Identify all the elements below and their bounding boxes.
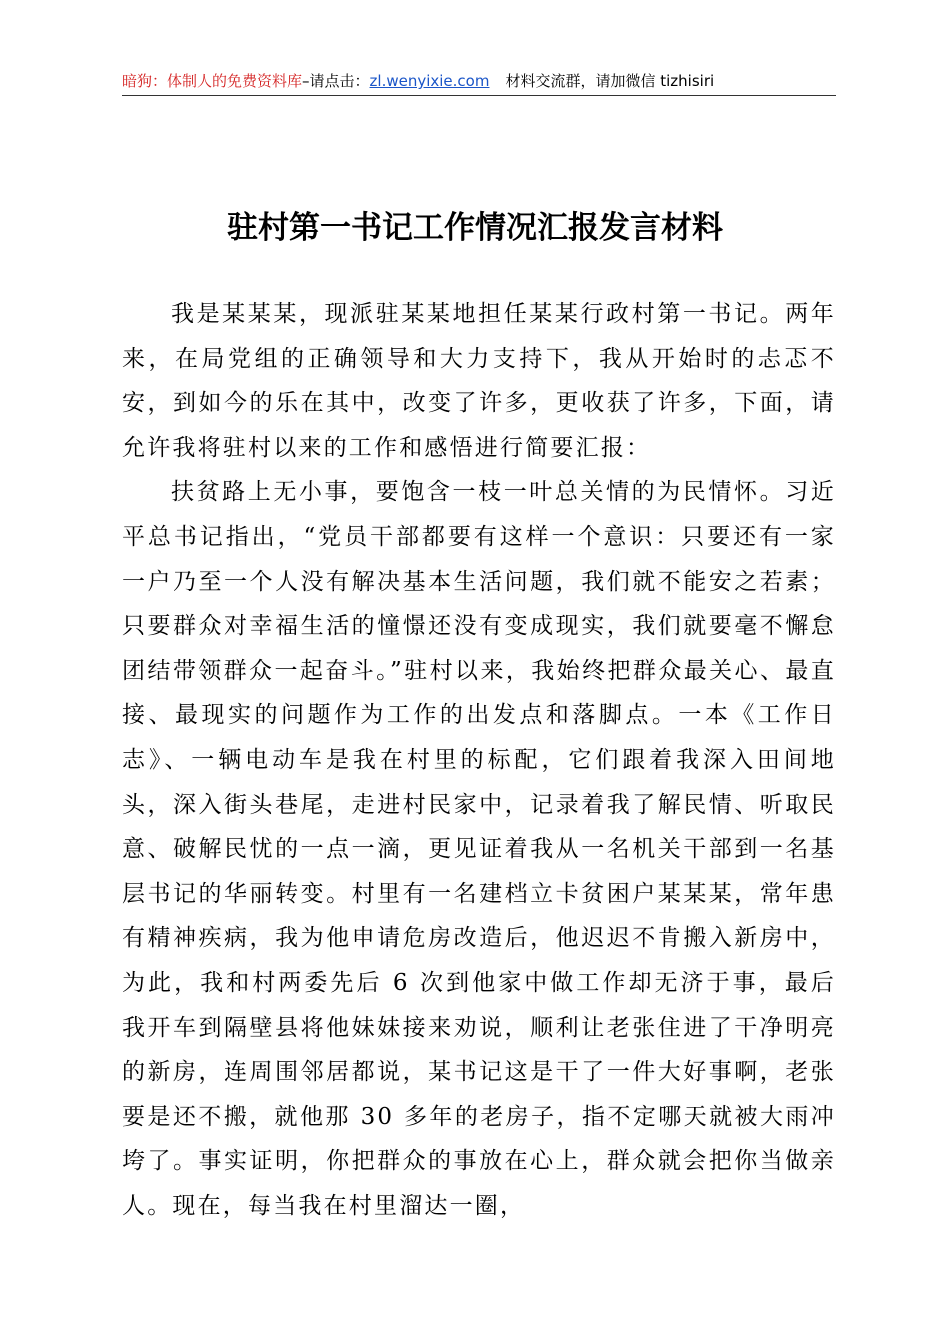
document-body [122,292,836,1228]
body-paragraph: 我是某某某，现派驻某某地担任某某行政村第一书记。两年来，在局党组的正确领导和大力支持下，我从开始时的忐忑不安，到如今的乐在其中，改变了许多，更收获了许多，下面，请允许我将驻村以来的工作和感悟进行简要汇报： [122,301,836,461]
header-brand: 暗狗：体制人的免费资料库 [122,72,303,90]
page-header [122,68,834,94]
body-paragraph: 扶贫路上无小事，要饱含一枝一叶总关情的为民情怀。习近平总书记指出，“党员干部都要有这样一个意识：只要还有一家一户乃至一个人没有解决基本生活问题，我们就不能安之若素；只要群众对幸福生活的憧憬还没有变成现实，我们就要毫不懈怠团结带领群众一起奋斗。”驻村以来，我始终把群众最关心、最直接、最现实的问题作为工作的出发点和落脚点。一本《工作日志》、一辆电动车是我在村里的标配，它们跟着我深入田间地头，深入街头巷尾，走进村民家中，记录着我了解民情、听取民意、破解民忧的一点一滴，更见证着我从一名机关干部到一名基层书记的华丽转变。村里有一名建档立卡贫困户某某某，常年患有精神疾病，我为他申请危房改造后，他迟迟不肯搬入新房中，为此，我和村两委先后 6 次到他家中做工作却无济于事，最后我开车到隔壁县将他妹妹接来劝说，顺利让老张住进了干净明亮的新房，连周围邻居都说，某书记这是干了一件大好事啊，老张要是还不搬，就他那 30 多年的老房子，指不定哪天就被大雨冲垮了。事实证明，你把群众的事放在心上，群众就会把你当做亲人。现在，每当我在村里溜达一圈， [122,479,836,1219]
header-divider [122,95,836,96]
document-title: 驻村第一书记工作情况汇报发言材料 [227,210,723,246]
header-click-prompt: –请点击： [302,72,370,90]
header-wechat-note: 材料交流群，请加微信 tizhisiri [505,72,715,90]
header-url-link[interactable]: zl.wenyixie.com [369,72,490,90]
